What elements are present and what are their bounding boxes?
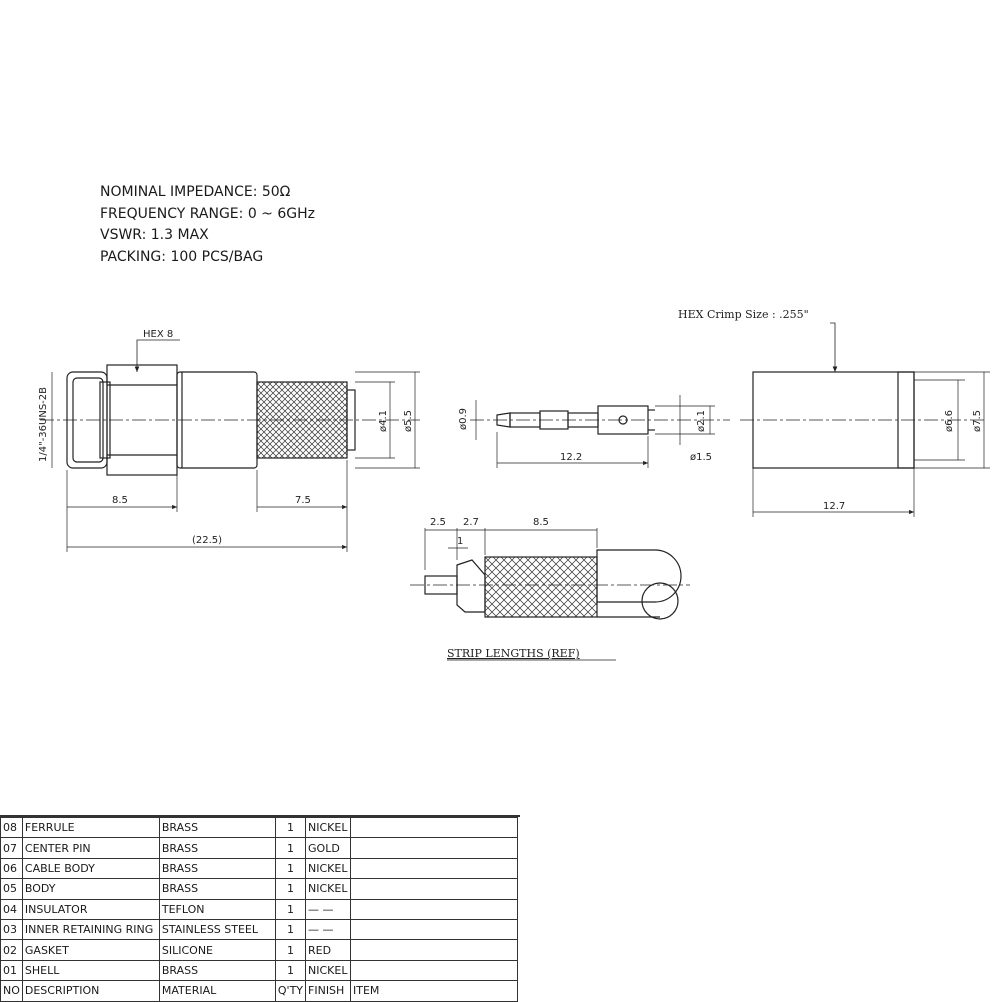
bom-cell-desc: CABLE BODY <box>22 858 159 878</box>
bom-cell-desc: FERRULE <box>22 818 159 838</box>
bom-cell-desc: CENTER PIN <box>22 838 159 858</box>
strip-dim-a: 2.5 <box>430 517 446 528</box>
bom-cell-qty: 1 <box>275 960 305 980</box>
bom-row <box>1 919 518 939</box>
bom-row <box>1 858 518 878</box>
bom-cell-qty: 1 <box>275 818 305 838</box>
spec-frequency: FREQUENCY RANGE: 0 ~ 6GHz <box>100 205 315 222</box>
bom-cell-mat: BRASS <box>159 879 275 899</box>
pin-dia-tip: ø0.9 <box>458 407 469 430</box>
bom-cell-fin: FINISH <box>306 981 351 1001</box>
dim-rear: 7.5 <box>295 495 311 506</box>
bom-table <box>0 817 518 1002</box>
bom-row <box>1 838 518 858</box>
bom-cell-no: 07 <box>1 838 23 858</box>
bom-cell-mat: BRASS <box>159 838 275 858</box>
bom-cell-desc: BODY <box>22 879 159 899</box>
bom-cell-qty: 1 <box>275 879 305 899</box>
bom-cell-item <box>351 838 518 858</box>
bom-cell-mat: STAINLESS STEEL <box>159 919 275 939</box>
strip-view <box>410 528 690 619</box>
dia-outer-label: ø5.5 <box>403 409 414 432</box>
connector-view <box>40 340 420 552</box>
bom-cell-qty: 1 <box>275 838 305 858</box>
strip-dim-b: 2.7 <box>463 517 479 528</box>
bom-cell-qty: Q'TY <box>275 981 305 1001</box>
bom-cell-item <box>351 919 518 939</box>
bom-row <box>1 818 518 838</box>
bom-cell-item <box>351 899 518 919</box>
bom-row <box>1 960 518 980</box>
bom-cell-desc: SHELL <box>22 960 159 980</box>
bom-cell-fin: NICKEL <box>306 879 351 899</box>
pin-dia-body: ø2.1 <box>696 409 707 432</box>
bom-row <box>1 899 518 919</box>
bom-cell-mat: MATERIAL <box>159 981 275 1001</box>
strip-dim-d: 1 <box>457 536 464 547</box>
bom-cell-mat: BRASS <box>159 818 275 838</box>
bom-cell-mat: BRASS <box>159 960 275 980</box>
bom-cell-desc: INSULATOR <box>22 899 159 919</box>
bom-row <box>1 940 518 960</box>
spec-vswr: VSWR: 1.3 MAX <box>100 227 209 243</box>
bom-cell-no: 04 <box>1 899 23 919</box>
dia-inner-label: ø4.1 <box>378 409 389 432</box>
bom-cell-qty: 1 <box>275 919 305 939</box>
bom-cell-item: ITEM <box>351 981 518 1001</box>
bom-cell-qty: 1 <box>275 940 305 960</box>
bom-cell-qty: 1 <box>275 899 305 919</box>
bom-cell-fin: NICKEL <box>306 818 351 838</box>
bom-cell-qty: 1 <box>275 858 305 878</box>
pin-length: 12.2 <box>560 452 583 463</box>
bom-cell-no: 05 <box>1 879 23 899</box>
dim-front: 8.5 <box>112 495 128 506</box>
bom-cell-item <box>351 879 518 899</box>
ferrule-length: 12.7 <box>823 501 846 512</box>
thread-label: 1/4"-36UNS-2B <box>38 386 49 462</box>
bom-header-row <box>1 981 518 1001</box>
bom-cell-mat: BRASS <box>159 858 275 878</box>
spec-impedance: NOMINAL IMPEDANCE: 50Ω <box>100 184 291 200</box>
bom-cell-desc: GASKET <box>22 940 159 960</box>
bom-cell-item <box>351 940 518 960</box>
ferrule-dia-inner: ø6.6 <box>944 409 955 432</box>
bom-cell-no: 06 <box>1 858 23 878</box>
bom-cell-item <box>351 818 518 838</box>
bom-row <box>1 879 518 899</box>
pin-dia-small: ø1.5 <box>690 452 713 463</box>
bom-cell-fin: NICKEL <box>306 858 351 878</box>
bom-cell-no: NO <box>1 981 23 1001</box>
spec-packing: PACKING: 100 PCS/BAG <box>100 248 264 265</box>
strip-dim-c: 8.5 <box>533 517 549 528</box>
bom-cell-no: 03 <box>1 919 23 939</box>
bom-cell-fin: NICKEL <box>306 960 351 980</box>
bom-cell-desc: DESCRIPTION <box>22 981 159 1001</box>
bom-cell-desc: INNER RETAINING RING <box>22 919 159 939</box>
bom-cell-mat: SILICONE <box>159 940 275 960</box>
bom-cell-item <box>351 960 518 980</box>
strip-caption: STRIP LENGTHS (REF) <box>447 647 580 660</box>
bom-cell-fin: — — <box>306 919 351 939</box>
crimp-label: HEX Crimp Size : .255" <box>678 308 809 321</box>
bom-cell-fin: — — <box>306 899 351 919</box>
bom-cell-fin: GOLD <box>306 838 351 858</box>
dim-total: (22.5) <box>192 535 223 546</box>
bom-cell-no: 08 <box>1 818 23 838</box>
bom-cell-fin: RED <box>306 940 351 960</box>
bom-cell-no: 02 <box>1 940 23 960</box>
bom-cell-mat: TEFLON <box>159 899 275 919</box>
bom-cell-no: 01 <box>1 960 23 980</box>
ferrule-dia-outer: ø7.5 <box>972 409 983 432</box>
bom-cell-item <box>351 858 518 878</box>
hex-label: HEX 8 <box>143 329 174 340</box>
